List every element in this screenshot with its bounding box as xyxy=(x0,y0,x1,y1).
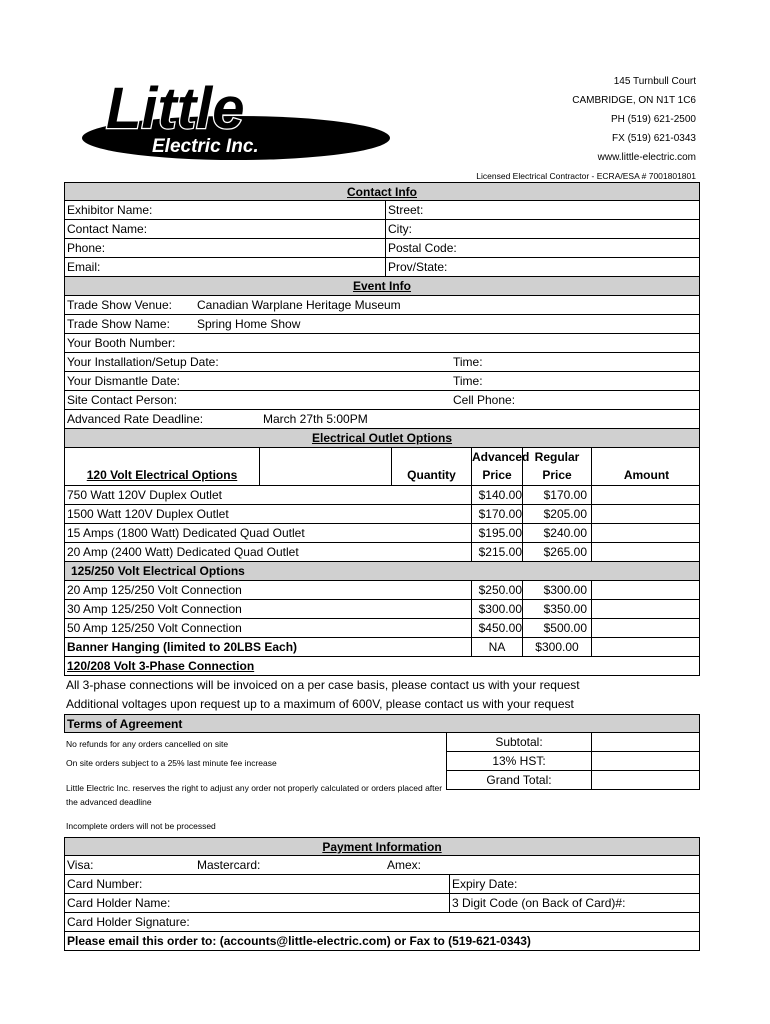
banner-adv-price: NA xyxy=(471,638,522,656)
dismantle-time-field[interactable]: Time: xyxy=(453,374,483,388)
install-date-field[interactable]: Your Installation/Setup Date: xyxy=(67,355,219,369)
logo-word-little: Little xyxy=(106,76,245,141)
hst-label: 13% HST: xyxy=(492,754,546,768)
company-address xyxy=(476,72,696,186)
contact-name-field[interactable]: Contact Name: xyxy=(67,222,148,236)
advanced-price: $250.00 xyxy=(471,581,522,599)
outlet-row xyxy=(64,524,700,543)
quantity-cell[interactable] xyxy=(391,600,471,618)
fax-number: FX (519) 621-0343 xyxy=(612,133,696,144)
three-phase-note: All 3-phase connections will be invoiced on a per case basis, please contact us with your request xyxy=(66,678,580,692)
outlet-row xyxy=(64,581,700,600)
outlet-name: 15 Amps (1800 Watt) Dedicated Quad Outlet xyxy=(67,526,305,540)
advanced-price: $170.00 xyxy=(471,505,522,523)
payment-info-header: Payment Information xyxy=(64,837,700,856)
amount-cell[interactable] xyxy=(591,581,701,599)
card-number-row xyxy=(64,875,700,894)
grand-total-label: Grand Total: xyxy=(486,773,552,787)
outlet-row xyxy=(64,486,700,505)
dismantle-date-field[interactable]: Your Dismantle Date: xyxy=(67,374,180,388)
hst-row xyxy=(446,752,700,771)
regular-price: $240.00 xyxy=(522,524,591,542)
outlet-row xyxy=(64,600,700,619)
outlet-name: 50 Amp 125/250 Volt Connection xyxy=(67,621,242,635)
totals-box xyxy=(446,733,700,790)
term-adjust: Little Electric Inc. reserves the right to adjust any order not properly calculated or orders placed after the advanced deadline xyxy=(66,783,443,807)
amount-cell[interactable] xyxy=(591,486,701,504)
amount-cell[interactable] xyxy=(591,524,701,542)
banner-amount-cell[interactable] xyxy=(591,638,701,656)
blank-header-cell xyxy=(259,448,391,485)
voltage-note: Additional voltages upon request up to a maximum of 600V, please contact us with your request xyxy=(66,697,574,711)
show-name-row xyxy=(64,315,700,334)
quantity-cell[interactable] xyxy=(391,619,471,637)
booth-row xyxy=(64,334,700,353)
banner-reg-price: $300.00 xyxy=(522,638,591,656)
hst-value[interactable] xyxy=(591,752,701,770)
banner-name: Banner Hanging (limited to 20LBS Each) xyxy=(67,640,298,654)
advanced-label: Advanced xyxy=(472,450,530,464)
street-field[interactable]: Street: xyxy=(385,201,701,219)
terms-section xyxy=(64,733,700,837)
section-250v-title: 125/250 Volt Electrical Options xyxy=(71,564,245,578)
outlet-name: 30 Amp 125/250 Volt Connection xyxy=(67,602,242,616)
quantity-cell[interactable] xyxy=(391,524,471,542)
site-contact-field[interactable]: Site Contact Person: xyxy=(67,393,178,407)
deadline-label: Advanced Rate Deadline: xyxy=(67,412,204,426)
outlet-row xyxy=(64,619,700,638)
amex-field[interactable]: Amex: xyxy=(387,858,422,872)
card-number-field[interactable]: Card Number: xyxy=(67,877,143,891)
show-name-value: Spring Home Show xyxy=(197,317,301,331)
subtotal-label: Subtotal: xyxy=(495,735,543,749)
outlet-column-header xyxy=(64,448,700,486)
section-120v-title: 120 Volt Electrical Options xyxy=(86,468,238,482)
email-note-row xyxy=(64,932,700,951)
contact-row-2 xyxy=(64,220,700,239)
subtotal-value[interactable] xyxy=(591,733,701,751)
email-field[interactable]: Email: xyxy=(67,260,101,274)
amount-cell[interactable] xyxy=(591,543,701,561)
amount-cell[interactable] xyxy=(591,505,701,523)
company-logo xyxy=(80,78,392,168)
quantity-cell[interactable] xyxy=(391,581,471,599)
email-order-note: Please email this order to: (accounts@little-electric.com) or Fax to (519-621-0343) xyxy=(67,934,531,948)
advanced-price: $300.00 xyxy=(471,600,522,618)
venue-row xyxy=(64,296,700,315)
terms-header xyxy=(64,714,700,733)
advanced-price: $215.00 xyxy=(471,543,522,561)
license-number: Licensed Electrical Contractor - ECRA/ESA # 7001801801 xyxy=(476,171,696,181)
advanced-price: $140.00 xyxy=(471,486,522,504)
regular-price: $205.00 xyxy=(522,505,591,523)
city-address: CAMBRIDGE, ON N1T 1C6 xyxy=(572,95,696,106)
regular-price: $170.00 xyxy=(522,486,591,504)
advanced-price-label: Price xyxy=(482,468,512,482)
security-code-field[interactable]: 3 Digit Code (on Back of Card)#: xyxy=(449,894,701,912)
cell-phone-field[interactable]: Cell Phone: xyxy=(453,393,516,407)
visa-field[interactable]: Visa: xyxy=(67,858,94,872)
three-phase-title: 120/208 Volt 3-Phase Connection xyxy=(67,659,255,673)
subtotal-row xyxy=(446,733,700,752)
venue-label: Trade Show Venue: xyxy=(67,298,172,312)
booth-number-field[interactable]: Your Booth Number: xyxy=(67,336,176,350)
contact-row-4 xyxy=(64,258,700,277)
outlet-list-120v xyxy=(64,486,700,562)
postal-code-field[interactable]: Postal Code: xyxy=(385,239,701,257)
term-incomplete: Incomplete orders will not be processed xyxy=(66,821,216,831)
outlet-list-250v xyxy=(64,581,700,638)
terms-title: Terms of Agreement xyxy=(67,717,183,731)
advanced-price: $195.00 xyxy=(471,524,522,542)
outlet-name: 750 Watt 120V Duplex Outlet xyxy=(67,488,222,502)
regular-price-header xyxy=(522,448,591,485)
outlet-name: 1500 Watt 120V Duplex Outlet xyxy=(67,507,229,521)
quantity-cell[interactable] xyxy=(391,486,471,504)
show-name-label: Trade Show Name: xyxy=(67,317,170,331)
contact-row-3 xyxy=(64,239,700,258)
quantity-cell[interactable] xyxy=(391,543,471,561)
city-field[interactable]: City: xyxy=(385,220,701,238)
term-no-refunds: No refunds for any orders cancelled on site xyxy=(66,739,229,749)
order-form xyxy=(64,182,700,951)
grand-total-row xyxy=(446,771,700,790)
phone-field[interactable]: Phone: xyxy=(67,241,106,255)
section-250v-header xyxy=(64,562,700,581)
site-contact-row xyxy=(64,391,700,410)
mastercard-field[interactable]: Mastercard: xyxy=(197,858,261,872)
expiry-date-field[interactable]: Expiry Date: xyxy=(449,875,701,893)
quantity-header: Quantity xyxy=(391,448,471,485)
regular-price: $265.00 xyxy=(522,543,591,561)
three-phase-row xyxy=(64,657,700,676)
signature-row xyxy=(64,913,700,932)
grand-total-value[interactable] xyxy=(591,771,701,789)
quantity-cell[interactable] xyxy=(391,505,471,523)
regular-price: $300.00 xyxy=(522,581,591,599)
amount-cell[interactable] xyxy=(591,619,701,637)
prov-state-field[interactable]: Prov/State: xyxy=(385,258,701,276)
street-address: 145 Turnbull Court xyxy=(613,76,696,87)
advanced-price-header xyxy=(471,448,530,485)
deadline-value: March 27th 5:00PM xyxy=(263,412,368,426)
website-link[interactable]: www.little-electric.com xyxy=(597,152,696,163)
card-holder-row xyxy=(64,894,700,913)
deadline-row xyxy=(64,410,700,429)
outlet-name: 20 Amp (2400 Watt) Dedicated Quad Outlet xyxy=(67,545,299,559)
venue-value: Canadian Warplane Heritage Museum xyxy=(197,298,401,312)
event-info-header: Event Info xyxy=(64,277,700,296)
regular-price: $500.00 xyxy=(522,619,591,637)
exhibitor-name-field[interactable]: Exhibitor Name: xyxy=(67,203,153,217)
outlet-row xyxy=(64,543,700,562)
install-row xyxy=(64,353,700,372)
outlet-name: 20 Amp 125/250 Volt Connection xyxy=(67,583,242,597)
term-late-fee: On site orders subject to a 25% last minute fee increase xyxy=(66,758,277,768)
logo-word-electric: Electric Inc. xyxy=(152,136,259,157)
amount-cell[interactable] xyxy=(591,600,701,618)
contact-row-1 xyxy=(64,201,700,220)
outlet-row xyxy=(64,505,700,524)
install-time-field[interactable]: Time: xyxy=(453,355,483,369)
regular-price: $350.00 xyxy=(522,600,591,618)
card-holder-field[interactable]: Card Holder Name: xyxy=(67,896,171,910)
contact-info-header: Contact Info xyxy=(64,182,700,201)
regular-price-label: Price xyxy=(542,468,572,482)
dismantle-row xyxy=(64,372,700,391)
advanced-price: $450.00 xyxy=(471,619,522,637)
signature-field[interactable]: Card Holder Signature: xyxy=(67,915,190,929)
outlet-options-header: Electrical Outlet Options xyxy=(64,429,700,448)
phone-number: PH (519) 621-2500 xyxy=(610,114,696,125)
amount-header: Amount xyxy=(591,448,701,485)
regular-label: Regular xyxy=(534,450,580,464)
banner-row xyxy=(64,638,700,657)
card-type-row xyxy=(64,856,700,875)
